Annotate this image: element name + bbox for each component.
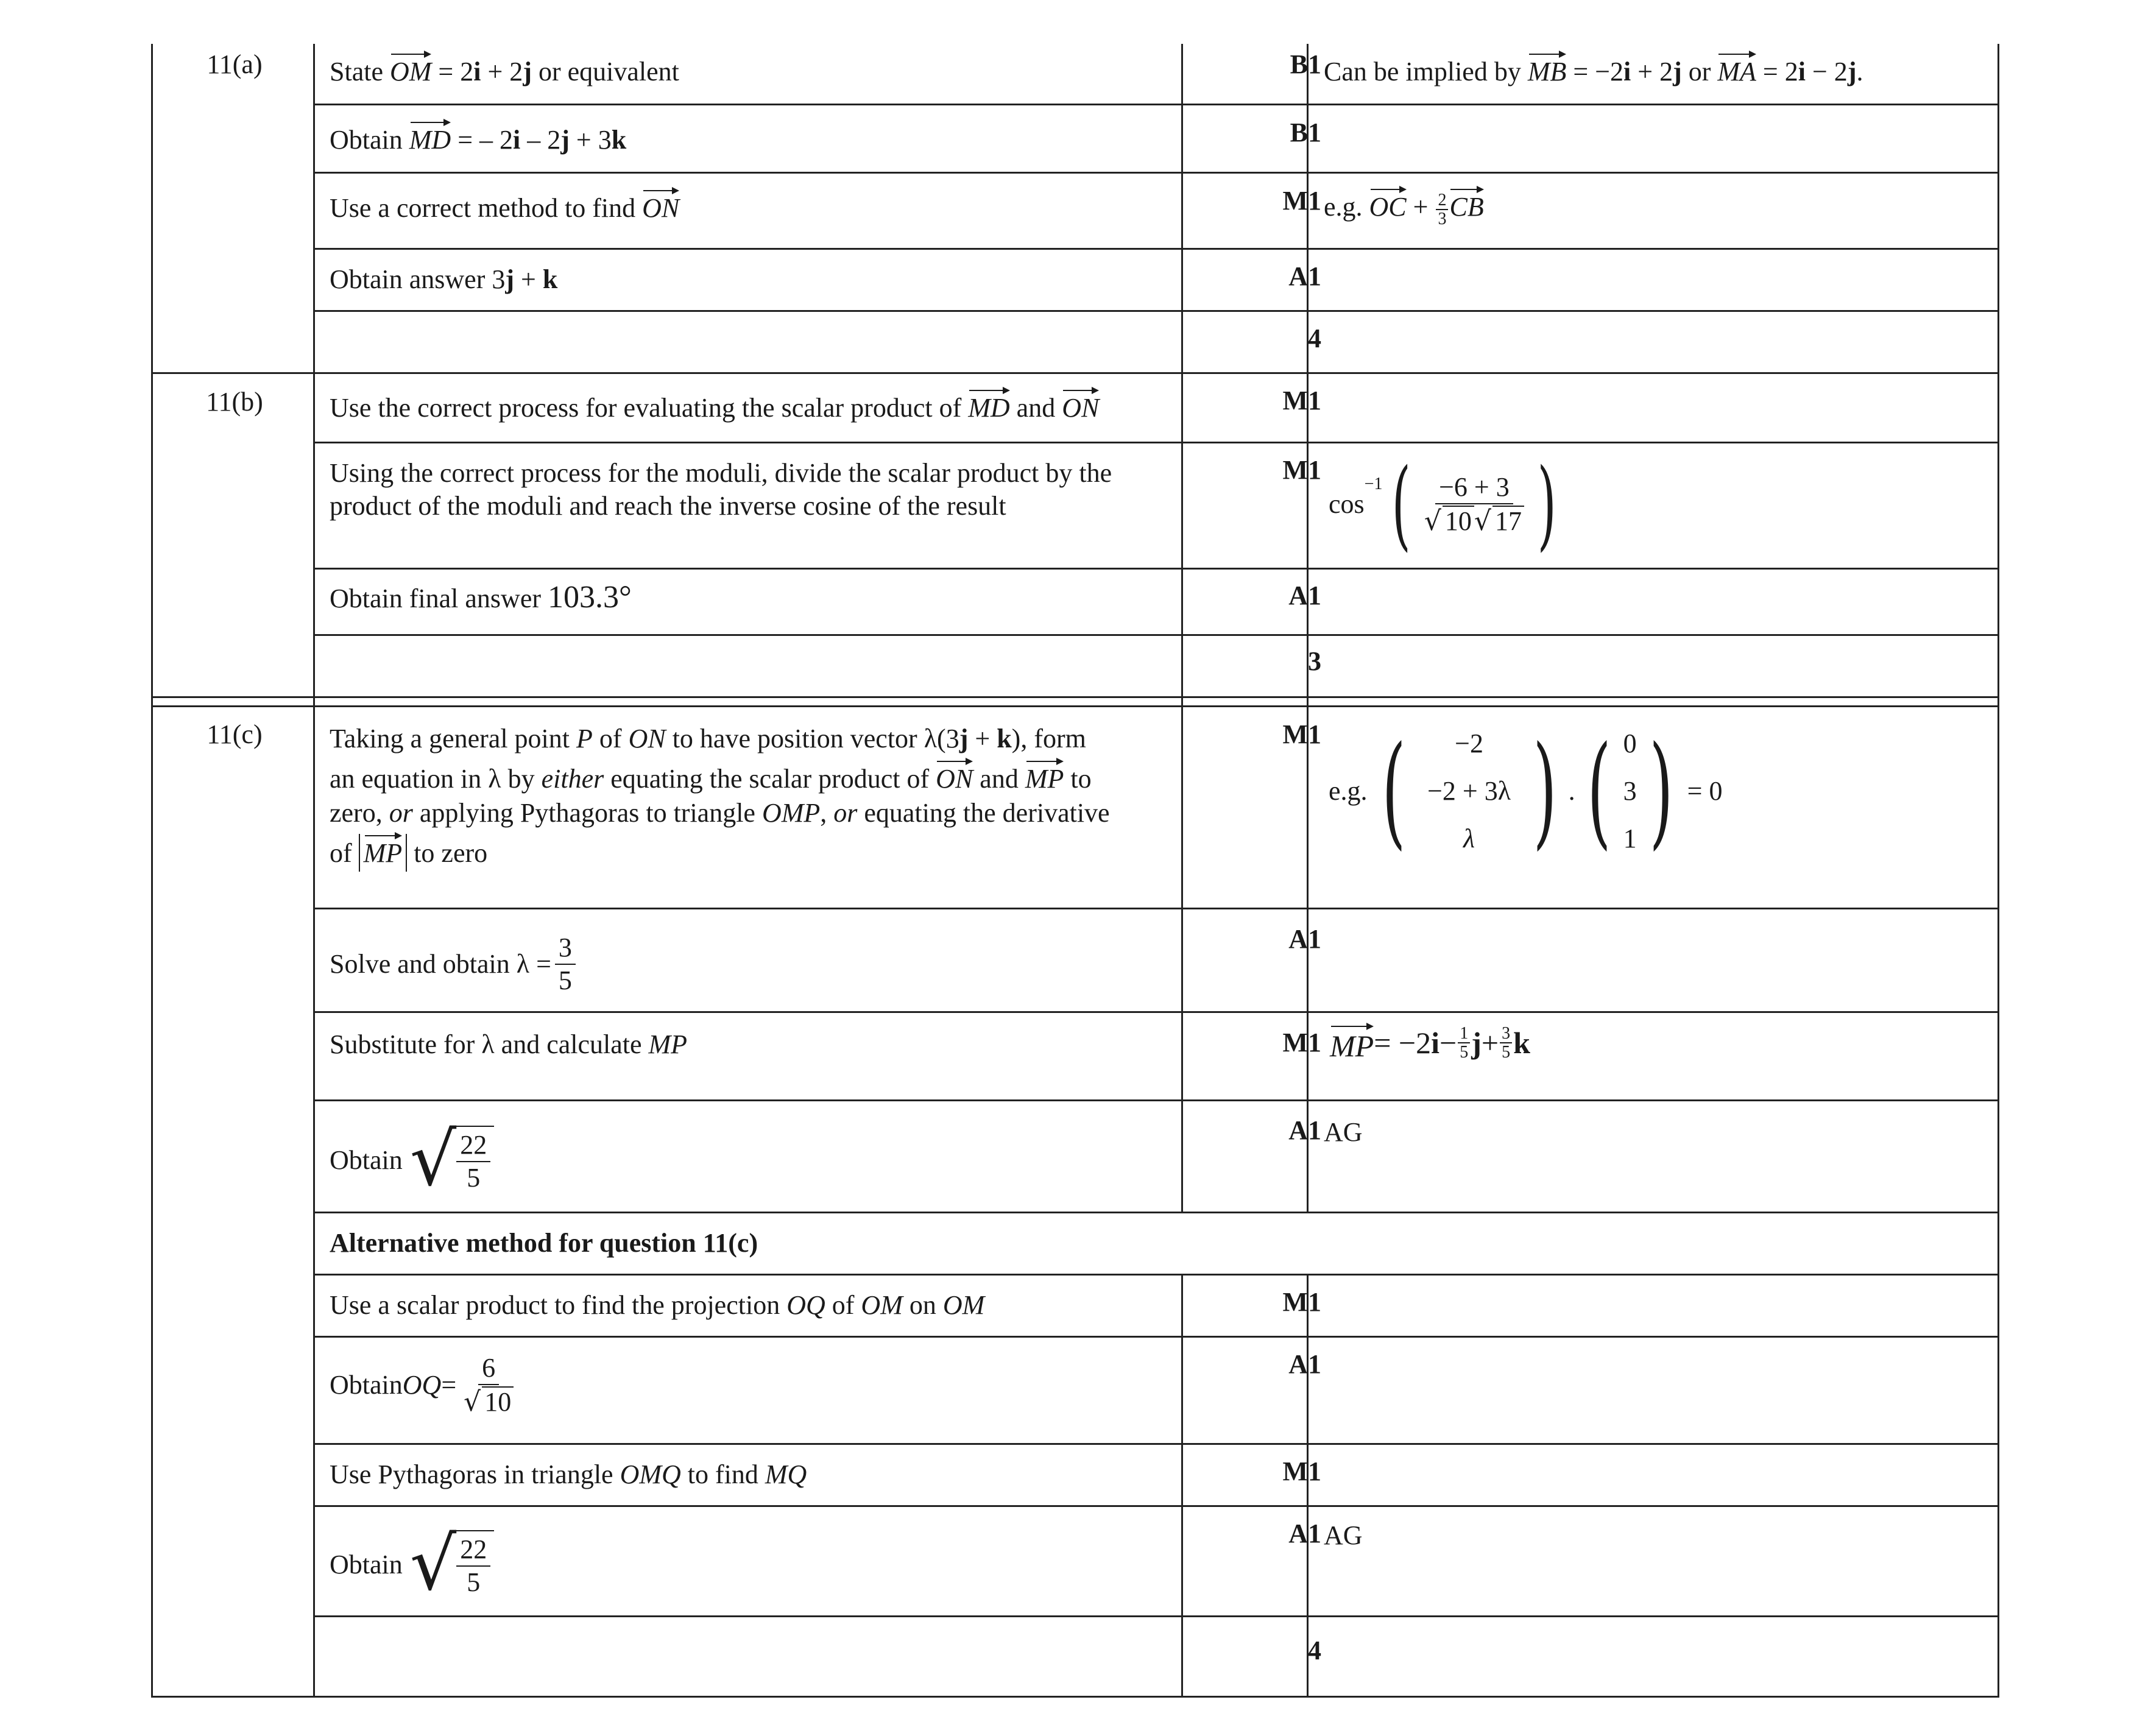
row-line bbox=[313, 310, 1997, 312]
mark-11c-row2: A1 bbox=[1288, 924, 1321, 954]
mark-11b-row3: A1 bbox=[1288, 580, 1321, 610]
total-11a: 4 bbox=[1308, 323, 1321, 353]
answer-11a-row4: Obtain answer 3j + k bbox=[330, 264, 558, 294]
question-label-11b: 11(b) bbox=[206, 387, 263, 417]
answer-11a-row1: State OM = 2i + 2j or equivalent bbox=[330, 52, 1182, 90]
total-11c: 4 bbox=[1308, 1635, 1321, 1665]
answer-11a-row2: Obtain MD = – 2i – 2j + 3k bbox=[330, 121, 1182, 158]
mark-11a-row4: A1 bbox=[1288, 261, 1321, 291]
answer-11b-row2: Using the correct process for the moduli, divide the scalar product by the product of the moduli and reach the inverse cosine of the result bbox=[330, 458, 1112, 521]
answer-11c-alt1: Use a scalar product to find the projection OQ of OM on OM bbox=[330, 1290, 985, 1320]
row-line bbox=[313, 442, 1997, 443]
row-line bbox=[313, 908, 1997, 909]
row-line bbox=[313, 1274, 1997, 1276]
mark-11a-row2: B1 bbox=[1290, 118, 1321, 147]
mark-scheme-table bbox=[151, 44, 1999, 1698]
answer-11c-alt3: Use Pythagoras in triangle OMQ to find MQ bbox=[330, 1459, 807, 1489]
guidance-11c-row4: AG bbox=[1324, 1117, 1363, 1147]
answer-11c-row3: Substitute for λ and calculate MP bbox=[330, 1029, 688, 1059]
mark-11c-alt1: M1 bbox=[1282, 1287, 1321, 1317]
row-line bbox=[313, 248, 1997, 250]
mark-11b-row1: M1 bbox=[1282, 386, 1321, 415]
question-label-11a: 11(a) bbox=[207, 49, 263, 79]
guidance-11c-row3: MP = −2 i − $\frac{1}{5}$ j + $\frac{3}{5}$ k bbox=[1330, 1024, 1530, 1064]
alt-method-heading: Alternative method for question 11(c) bbox=[330, 1228, 758, 1258]
mark-11a-row3: M1 bbox=[1282, 186, 1321, 216]
answer-11c-row4: Obtain √ $\frac{22}{5}$ bbox=[330, 1121, 1182, 1200]
guidance-11b-row2: cos $^{-1}$ ( $\frac{-6 + 3}{√ 10√ 17}$ ) bbox=[1329, 447, 1556, 561]
mark-11a-row1: B1 bbox=[1290, 49, 1321, 79]
total-11b: 3 bbox=[1308, 646, 1321, 676]
row-line bbox=[313, 104, 1997, 105]
alt-heading-span bbox=[1180, 1213, 1309, 1274]
row-line bbox=[313, 1505, 1997, 1507]
mark-11c-alt2: A1 bbox=[1288, 1349, 1321, 1379]
answer-11b-row1: Use the correct process for evaluating the scalar product of MD and ON bbox=[330, 389, 1182, 426]
row-line bbox=[313, 634, 1997, 636]
mark-11b-row2: M1 bbox=[1282, 455, 1321, 485]
guidance-11c-alt4: AG bbox=[1324, 1520, 1363, 1550]
mark-11c-row1: M1 bbox=[1282, 719, 1321, 749]
row-line bbox=[313, 1615, 1997, 1617]
row-line bbox=[313, 1099, 1997, 1101]
section-line bbox=[153, 372, 1997, 374]
answer-11c-row1: Taking a general point P of ON to have position vector λ(3j + k), form an equation in λ by either equating the scalar product of ON and MP to zero, or applying Pythagoras to triangle OMP, or equating the derivative of MP to zero bbox=[330, 719, 1182, 873]
row-line bbox=[313, 1212, 1997, 1213]
column-divider-question bbox=[313, 44, 315, 1696]
row-line bbox=[313, 568, 1997, 570]
question-label-11c: 11(c) bbox=[207, 719, 263, 749]
section-line bbox=[153, 705, 1997, 707]
guidance-11a-row1: Can be implied by MB = −2i + 2j or MA = 2i − 2j. bbox=[1324, 52, 1863, 90]
mark-11c-row4: A1 bbox=[1288, 1115, 1321, 1145]
guidance-11c-row1: e.g. ( −2 −2 + 3λ λ ) . ( 0 3 1 ) = 0 bbox=[1329, 720, 1723, 862]
row-line bbox=[313, 1011, 1997, 1013]
guidance-11a-row3: e.g. OC + $\frac{2}{3}$ CB bbox=[1324, 188, 1484, 228]
row-line bbox=[313, 1443, 1997, 1445]
mark-11c-alt3: M1 bbox=[1282, 1456, 1321, 1486]
answer-11a-row3: Use a correct method to find ON bbox=[330, 189, 1182, 226]
row-line bbox=[313, 172, 1997, 174]
answer-11c-alt2: Obtain OQ = $\frac{6}{√ 10}$ bbox=[330, 1353, 1182, 1417]
mark-11c-alt4: A1 bbox=[1288, 1519, 1321, 1548]
row-line bbox=[313, 1336, 1997, 1338]
mark-11c-row3: M1 bbox=[1282, 1028, 1321, 1057]
answer-11c-row2: Solve and obtain λ = $\frac{3}{5}$ bbox=[330, 933, 1182, 996]
answer-11b-row3: Obtain final answer 103.3° bbox=[330, 580, 632, 615]
answer-11c-alt4: Obtain √ $\frac{22}{5}$ bbox=[330, 1525, 1182, 1604]
section-line bbox=[153, 696, 1997, 698]
